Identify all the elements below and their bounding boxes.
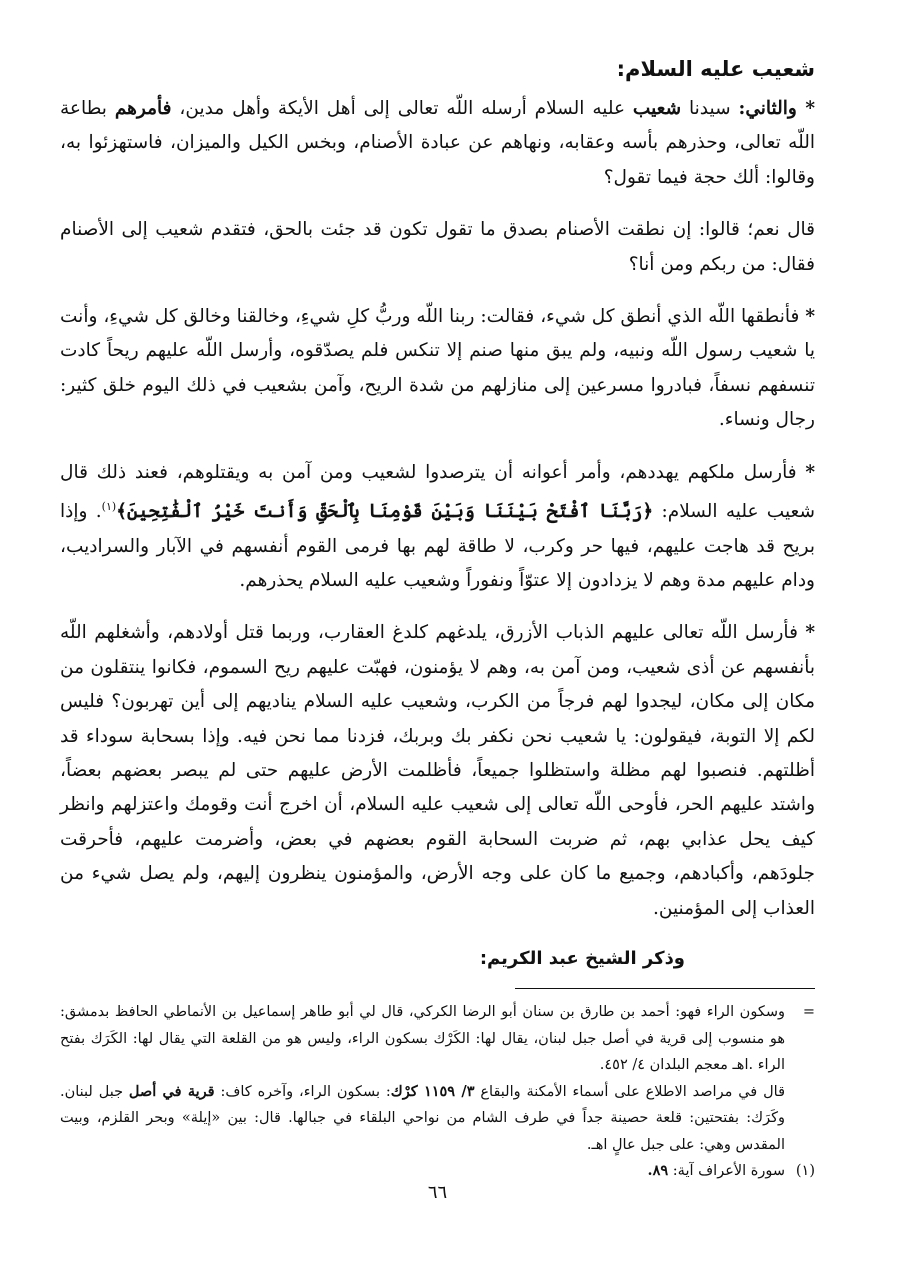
footnote-ref: (١): [101, 500, 117, 514]
paragraph-lead: *: [805, 622, 815, 644]
paragraph-5: * فأرسل اللّه تعالى عليهم الذباب الأزرق، يلدغهم كلدغ العقارب، وربما قتل أولادهم، وأشغلهم اللّه بأنفسهم عن أذى شعيب، ومن آمن به، وهم لا يؤمنون، فهبّت عليهم ريح السموم، فكانوا ينتقلون من مكان إلى مكان، ليجدوا لهم فرجاً من الكرب، وشعيب عليه السلام يناديهم إلى أين تهربون؟ فليس لكم إلا التوبة، فيقولون: يا شعيب نحن نكفر بك وبربك، فزدنا مما نحن فيه. وإذا بسحابة سوداء قد أظلتهم. فنصبوا لهم مظلة واستظلوا جميعاً، فأظلمت الأرض عليهم حتى لم يبصر بعضهم بعضاً، واشتد عليهم الحر، فأوحى اللّه تعالى إلى شعيب عليه السلام، أن اخرج أنت وقومك واعتزلهم وانظر كيف يحل عذابي بهم، ثم ضربت السحابة القوم بعضهم في بعض، وأضرمت عليهم، فأحرقت جلودَهم، وأكبادهم، وجميع ما كان على وجه الأرض، والمؤمنون ينظرون إليهم، ولم يصل شيء من العذاب إلى المؤمنين.: [60, 622, 815, 919]
footnote-divider: [515, 988, 815, 989]
subheading: وذكر الشيخ عبد الكريم:: [479, 948, 685, 970]
paragraph-3: * فأنطقها اللّه الذي أنطق كل شيء، فقالت: ربنا اللّه وربُّ كلِ شيءِ، وخالقنا وخالق كل شيءِ، وأنت يا شعيب رسول اللّه ونبيه، ولم يبق منها صنم إلا تنكس فلم يصدّقوه، وأرسل اللّه عليهم ريحاً كادت تنسفهم نسفاً، فبادروا مسرعين إلى منازلهم من شدة الريح، وآمن بشعيب في ذلك اليوم خلق كثير: رجال ونساء.: [60, 306, 815, 431]
footnote-continued: = وسكون الراء فهو: أحمد بن طارق بن سنان أبو الرضا الكركي، قال لي أبو طاهر إسماعيل بن الأنماطي الحافظ بدمشق: هو منسوب إلى قرية في أصل جبل لبنان، يقال لها: الكَرْك بسكون الراء، وليس هو من القلعة التي يقال لها: الكَرَك بفتح الراء .اهـ معجم البلدان ٤/ ٤٥٢.: [60, 999, 815, 1079]
book-page: [60, 52, 815, 1242]
footnote-marasid: قال في مراصد الاطلاع على أسماء الأمكنة والبقاع ٣/ ١١٥٩ كرْك: بسكون الراء، وآخره كاف: قرية في أصل جبل لبنان. وكَرَك: بفتحتين: قلعة حصينة جداً في طرف الشام من نواحي البلقاء في جبالها. قال: بين «إيلة» وبحر القلزم، وبيت المقدس وهي: على جبل عالٍ اهـ.: [60, 1082, 785, 1153]
paragraph-lead: * والثاني:: [738, 98, 815, 119]
footnote-1: (١) سورة الأعراف آية: ٨٩.: [60, 1158, 815, 1185]
paragraph-4: * فأرسل ملكهم يهددهم، وأمر أعوانه أن يترصدوا لشعيب ومن آمن به ويقتلوهم، فعند ذلك قال شعيب عليه السلام: ﴿رَبَّنَا ٱفْتَحْ بَيْنَنَا وَبَيْنَ قَوْمِنَا بِٱلْحَقِّ وَأَنتَ خَيْرُ ٱلْفَٰتِحِينَ﴾$^{(١)}$. وإذا بريح قد هاجت عليهم، فيها حر وكرب، لا طاقة لهم بها فرمى القوم أنفسهم في الآبار والسراديب، ودام عليهم مدة وهم لا يزدادون إلا عتوّاً ونفوراً وشعيب عليه السلام يحذرهم.: [60, 461, 815, 592]
prophet-name: شعيب: [632, 98, 682, 119]
paragraph-lead: *: [805, 306, 815, 328]
section-title: شعيب عليه السلام:: [616, 57, 815, 81]
paragraph-1: * والثاني: سيدنا شعيب عليه السلام أرسله اللّه تعالى إلى أهل الأيكة وأهل مدين، فأمرهم بطاعة اللّه تعالى، وحذرهم بأسه وعقابه، ونهاهم عن عبادة الأصنام، وبخس الكيل والميزان، فاستهزئوا به، وقالوا: ألك حجة فيما تقول؟: [60, 98, 815, 188]
footnote-1-mark: (١): [795, 1163, 815, 1180]
paragraph-2: قال نعم؛ قالوا: إن نطقت الأصنام بصدق ما تقول تكون قد جئت بالحق، فتقدم شعيب إلى الأصنام فقال: من ربكم ومن أنا؟: [60, 219, 815, 275]
footnotes: [60, 999, 815, 1185]
paragraph-lead: *: [805, 461, 815, 483]
footnote-continued-mark: =: [802, 1004, 815, 1021]
page-number: ٦٦: [427, 1182, 448, 1203]
quran-verse: ﴿رَبَّنَا ٱفْتَحْ بَيْنَنَا وَبَيْنَ قَوْمِنَا بِٱلْحَقِّ وَأَنتَ خَيْرُ ٱلْفَٰتِحِينَ﴾: [116, 501, 654, 523]
